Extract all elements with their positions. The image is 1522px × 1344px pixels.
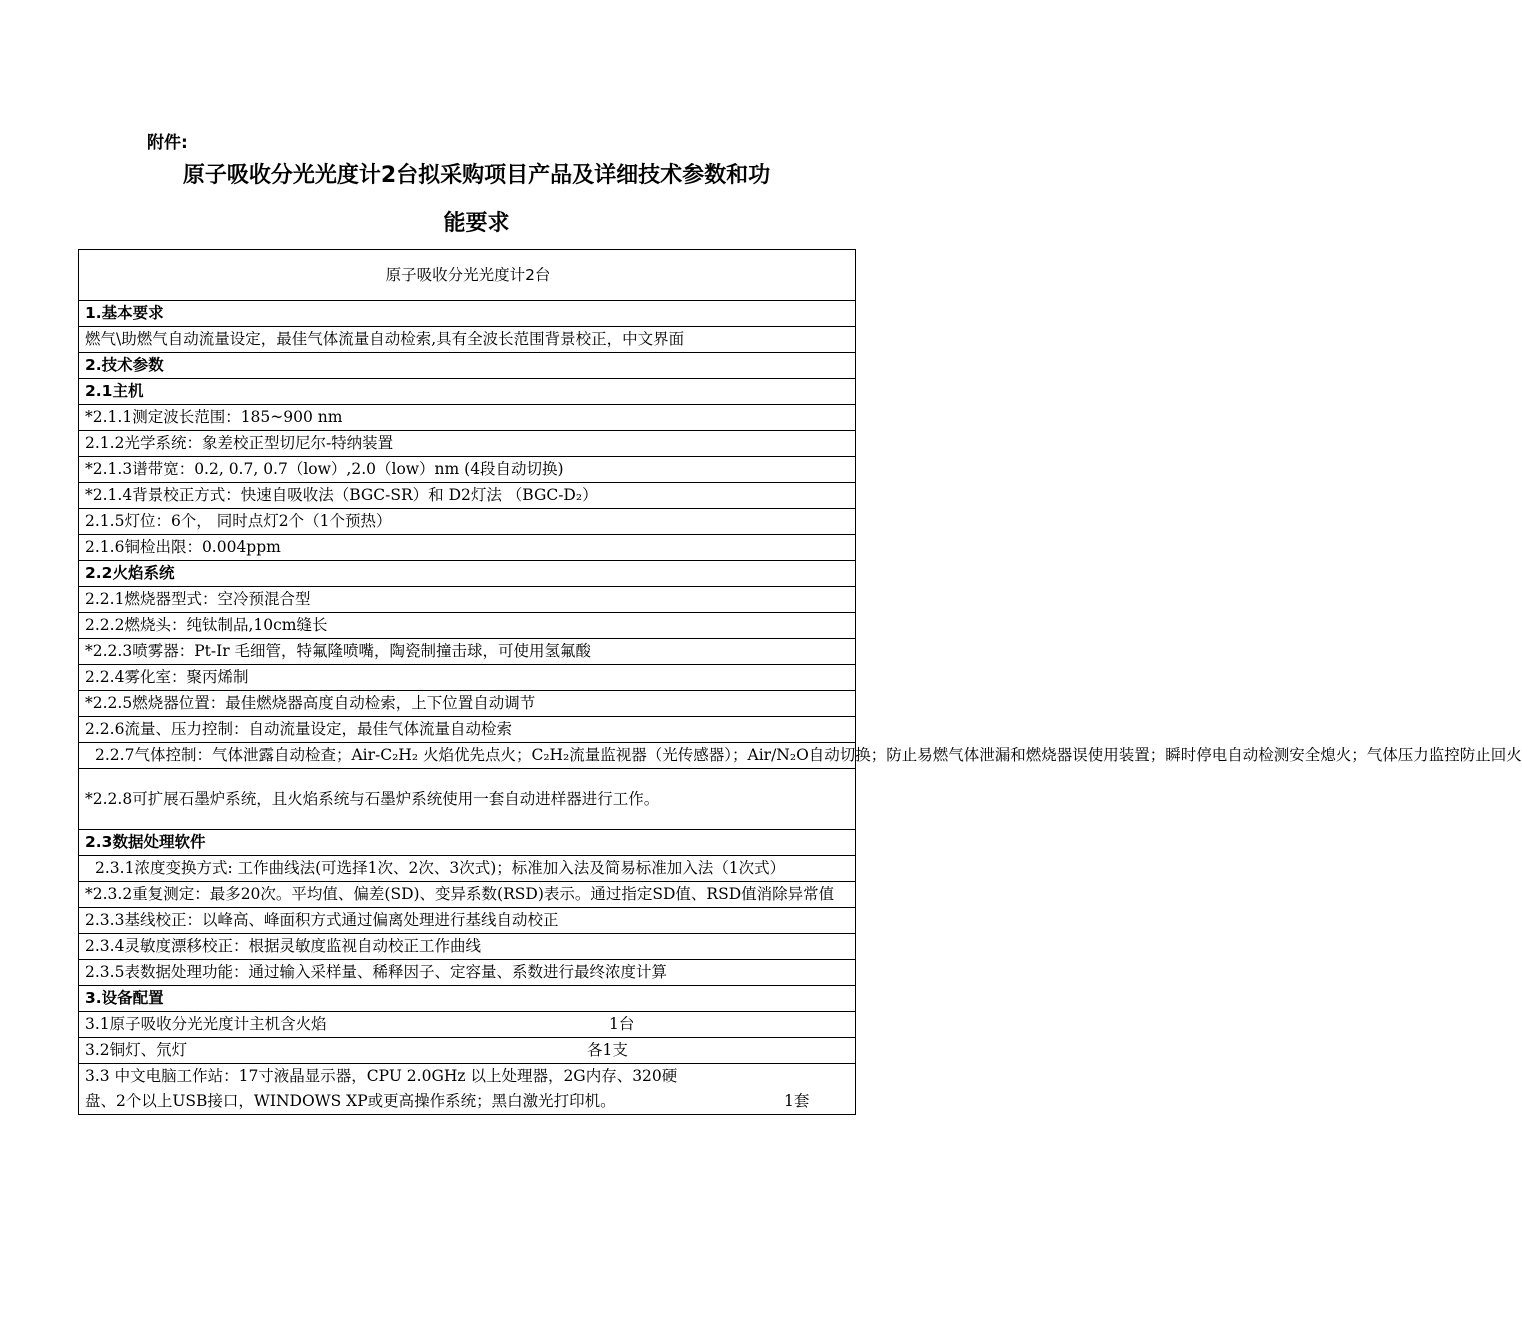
spec-item: 2.2.6流量、压力控制：自动流量设定，最佳气体流量自动检索 xyxy=(79,717,856,743)
section-heading: 1.基本要求 xyxy=(79,301,856,327)
section-heading: 3.设备配置 xyxy=(79,986,856,1012)
section-heading: 2.技术参数 xyxy=(79,353,856,379)
table-row xyxy=(79,856,856,882)
spec-item: *2.3.2重复测定：最多20次。平均值、偏差(SD)、变异系数(RSD)表示。通过指定SD值、RSD值消除异常值 xyxy=(79,882,856,908)
config-item-qty: 1套 xyxy=(784,1092,810,1110)
table-row xyxy=(79,587,856,613)
attachment-label: 附件: xyxy=(147,133,188,153)
table-row xyxy=(79,379,856,405)
table-row xyxy=(79,934,856,960)
spec-item: 燃气\助燃气自动流量设定，最佳气体流量自动检索,具有全波长范围背景校正，中文界面 xyxy=(79,327,856,353)
title-line-1: 原子吸收分光光度计2台拟采购项目产品及详细技术参数和功 xyxy=(182,163,771,188)
spec-item: 2.2.7气体控制：气体泄露自动检查；Air-C₂H₂ 火焰优先点火；C₂H₂流量监视器（光传感器）；Air/N₂O自动切换；防止易燃气体泄漏和燃烧器误使用装置；瞬时停电自动检测安全熄火；气体压力监控防止回火 xyxy=(79,743,856,769)
spec-item: 2.2.1燃烧器型式：空冷预混合型 xyxy=(79,587,856,613)
table-row xyxy=(79,327,856,353)
spec-item: 2.2.2燃烧头：纯钛制品,10cm缝长 xyxy=(79,613,856,639)
table-row xyxy=(79,1064,856,1115)
table-row xyxy=(79,665,856,691)
config-item xyxy=(79,1064,856,1115)
spec-item: 2.3.4灵敏度漂移校正：根据灵敏度监视自动校正工作曲线 xyxy=(79,934,856,960)
table-row xyxy=(79,431,856,457)
spec-item: 2.1.5灯位：6个， 同时点灯2个（1个预热） xyxy=(79,509,856,535)
table-row xyxy=(79,1038,856,1064)
table-row xyxy=(79,830,856,856)
spec-item: 2.1.6铜检出限：0.004ppm xyxy=(79,535,856,561)
table-row xyxy=(79,882,856,908)
section-heading: 2.2火焰系统 xyxy=(79,561,856,587)
config-item-name: 3.2铜灯、氘灯 xyxy=(85,1041,188,1059)
table-row xyxy=(79,639,856,665)
table-row xyxy=(79,509,856,535)
table-row xyxy=(79,960,856,986)
title-line-2: 能要求 xyxy=(443,211,510,236)
document-title xyxy=(78,152,875,248)
spec-item: 2.1.2光学系统：象差校正型切尼尔-特纳装置 xyxy=(79,431,856,457)
table-row xyxy=(79,769,856,830)
spec-item: *2.2.3喷雾器：Pt-Ir 毛细管，特氟隆喷嘴，陶瓷制撞击球，可使用氢氟酸 xyxy=(79,639,856,665)
spec-item: *2.1.4背景校正方式：快速自吸收法（BGC-SR）和 D2灯法 （BGC-D₂） xyxy=(79,483,856,509)
spec-item: *2.2.8可扩展石墨炉系统，且火焰系统与石墨炉系统使用一套自动进样器进行工作。 xyxy=(79,769,856,830)
table-header: 原子吸收分光光度计2台 xyxy=(79,250,856,301)
spec-item: *2.1.3谱带宽：0.2, 0.7, 0.7（low）,2.0（low）nm (4段自动切换) xyxy=(79,457,856,483)
table-row xyxy=(79,405,856,431)
spec-item: 2.3.3基线校正：以峰高、峰面积方式通过偏离处理进行基线自动校正 xyxy=(79,908,856,934)
table-row xyxy=(79,457,856,483)
config-item-line-1: 3.3 中文电脑工作站：17寸液晶显示器，CPU 2.0GHz 以上处理器，2G内存、320硬 xyxy=(85,1067,678,1085)
table-row xyxy=(79,483,856,509)
table-row xyxy=(79,908,856,934)
table-row xyxy=(79,1012,856,1038)
config-item-qty: 各1支 xyxy=(587,1041,628,1059)
spec-item: *2.2.5燃烧器位置：最佳燃烧器高度自动检索，上下位置自动调节 xyxy=(79,691,856,717)
table-row xyxy=(79,535,856,561)
table-row xyxy=(79,717,856,743)
table-header-row xyxy=(79,250,856,301)
table-row xyxy=(79,743,856,769)
section-heading: 2.3数据处理软件 xyxy=(79,830,856,856)
spec-item: 2.3.1浓度变换方式: 工作曲线法(可选择1次、2次、3次式)；标准加入法及简易标准加入法（1次式） xyxy=(79,856,856,882)
spec-item: *2.1.1测定波长范围：185~900 nm xyxy=(79,405,856,431)
config-item-name: 3.1原子吸收分光光度计主机含火焰 xyxy=(85,1015,327,1033)
spec-item: 2.3.5表数据处理功能：通过输入采样量、稀释因子、定容量、系数进行最终浓度计算 xyxy=(79,960,856,986)
config-item xyxy=(79,1038,856,1064)
table-row xyxy=(79,986,856,1012)
table-row xyxy=(79,613,856,639)
config-item-line-2: 盘、2个以上USB接口，WINDOWS XP或更高操作系统；黑白激光打印机。 xyxy=(85,1092,616,1110)
config-item-qty: 1台 xyxy=(609,1015,635,1033)
table-row xyxy=(79,561,856,587)
table-row xyxy=(79,353,856,379)
config-item xyxy=(79,1012,856,1038)
table-row xyxy=(79,691,856,717)
section-heading: 2.1主机 xyxy=(79,379,856,405)
spec-item: 2.2.4雾化室：聚丙烯制 xyxy=(79,665,856,691)
table-row xyxy=(79,301,856,327)
spec-table xyxy=(78,249,1522,1115)
